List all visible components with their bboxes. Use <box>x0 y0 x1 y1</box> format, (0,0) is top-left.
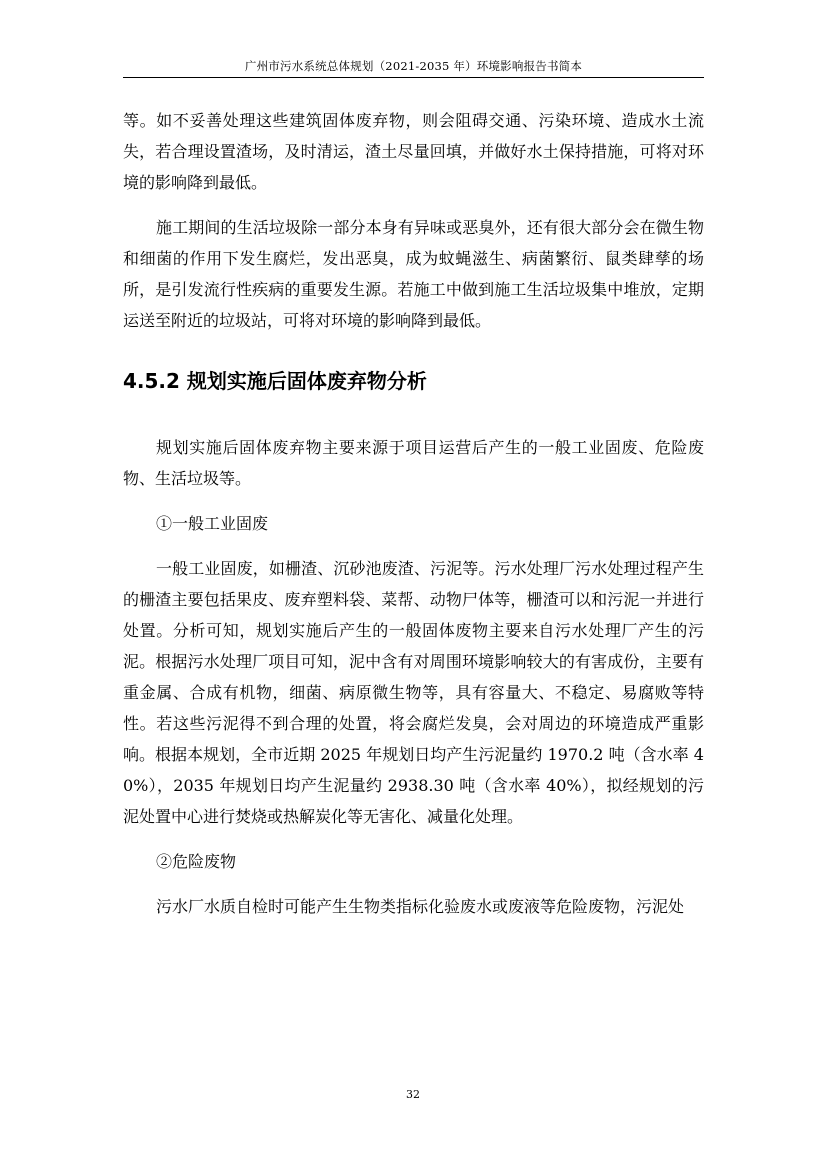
document-body <box>123 105 704 922</box>
paragraph-solid-waste-sources: 规划实施后固体废弃物主要来源于项目运营后产生的一般工业固废、危险废物、生活垃圾等。 <box>123 438 704 488</box>
page-number: 32 <box>406 1088 420 1101</box>
paragraph-domestic-garbage: 施工期间的生活垃圾除一部分本身有异味或恶臭外，还有很大部分会在微生物和细菌的作用下发生腐烂，发出恶臭，成为蚊蝇滋生、病菌繁衍、鼠类肆孳的场所，是引发流行性疾病的重要发生源。若施工中做到施工生活垃圾集中堆放，定期运送至附近的垃圾站，可将对环境的影响降到最低。 <box>123 218 704 330</box>
subheading-general-industrial-waste: ①一般工业固废 <box>156 514 269 533</box>
header-divider <box>123 77 704 78</box>
paragraph-hazardous-waste: 污水厂水质自检时可能产生生物类指标化验废水或废液等危险废物，污泥处 <box>156 897 685 916</box>
running-header: 广州市污水系统总体规划（2021-2035 年）环境影响报告书简本 <box>244 59 583 73</box>
subheading-hazardous-waste: ②危险废物 <box>156 852 237 871</box>
paragraph-construction-waste-end: 等。如不妥善处理这些建筑固体废弃物，则会阻碍交通、污染环境、造成水土流失，若合理设置渣场，及时清运，渣土尽量回填，并做好水土保持措施，可将对环境的影响降到最低。 <box>123 111 704 192</box>
paragraph-general-industrial-waste: 一般工业固废，如栅渣、沉砂池废渣、污泥等。污水处理厂污水处理过程产生的栅渣主要包括果皮、废弃塑料袋、菜帮、动物尸体等，栅渣可以和污泥一并进行处置。分析可知，规划实施后产生的一般固体废物主要来自污水处理厂产生的污泥。根据污水处理厂项目可知，泥中含有对周围环境影响较大的有害成份，主要有重金属、合成有机物，细菌、病原微生物等，具有容量大、不稳定、易腐败等特性。若这些污泥得不到合理的处置，将会腐烂发臭，会对周边的环境造成严重影响。根据本规划，全市近期 2025 年规划日均产生污泥量约 1970.2 吨（含水率 40%），2035 年规划日均产生泥量约 2938.30 吨（含水率 40%），拟经规划的污泥处置中心进行焚烧或热解炭化等无害化、减量化处理。 <box>123 559 704 826</box>
section-heading: 4.5.2 规划实施后固体废弃物分析 <box>123 369 427 393</box>
